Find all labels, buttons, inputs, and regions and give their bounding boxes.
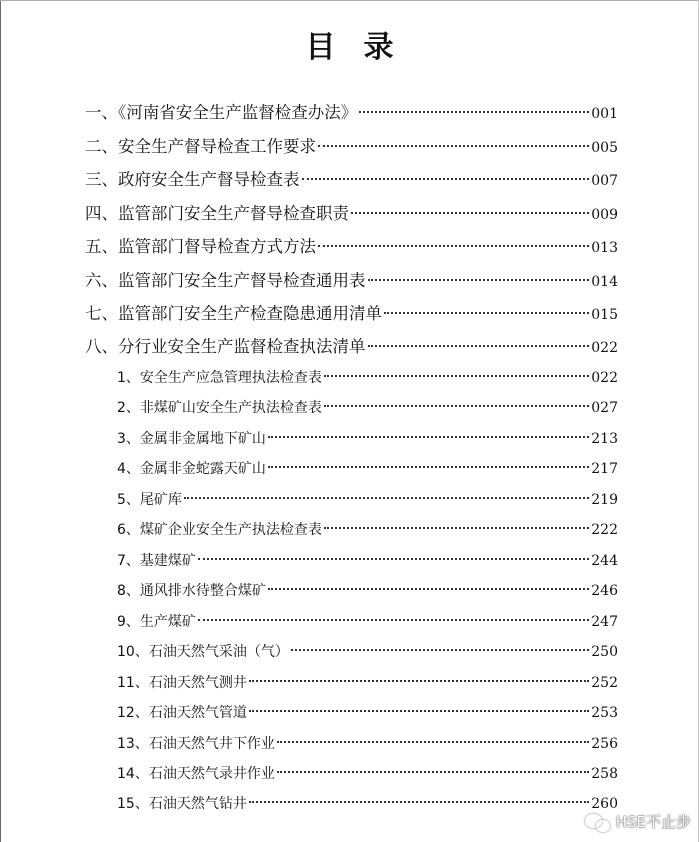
wechat-icon xyxy=(585,812,611,832)
title-char: 录 xyxy=(363,30,394,65)
dot-leader xyxy=(249,710,589,712)
toc-subentry[interactable] xyxy=(117,641,618,661)
toc-page-number: 258 xyxy=(591,766,618,782)
toc-subentry[interactable] xyxy=(117,793,618,813)
toc-entry[interactable] xyxy=(85,99,618,123)
toc-subentry-label: 14、石油天然气录井作业 xyxy=(117,766,275,782)
toc-page-number: 013 xyxy=(591,240,618,256)
toc-subentry[interactable] xyxy=(117,367,618,387)
watermark-text: HSE不止步 xyxy=(615,813,691,831)
toc-subentry[interactable] xyxy=(117,519,618,539)
dot-leader xyxy=(249,680,589,682)
toc-subentry[interactable] xyxy=(117,763,618,783)
toc-page-number: 014 xyxy=(591,274,618,290)
toc-subentry[interactable] xyxy=(117,550,618,570)
toc-entry-label: 七、监管部门安全生产检查隐患通用清单 xyxy=(85,304,382,323)
toc-page-number: 015 xyxy=(591,307,618,323)
dot-leader xyxy=(277,741,589,743)
toc-entry-label: 五、监管部门督导检查方式方法 xyxy=(85,237,316,256)
toc-subentry-label: 15、石油天然气钻井 xyxy=(117,796,247,812)
toc-subentry[interactable] xyxy=(117,611,618,631)
toc-page-number: 260 xyxy=(591,796,618,812)
dot-leader xyxy=(198,558,589,560)
toc-page-number: 213 xyxy=(591,431,618,447)
toc-subentry[interactable] xyxy=(117,702,618,722)
toc-subentry[interactable] xyxy=(117,733,618,753)
toc-entry[interactable] xyxy=(85,166,618,190)
toc-subentry[interactable] xyxy=(117,489,618,509)
toc-subentry-label: 4、金属非金蛇露天矿山 xyxy=(117,461,266,477)
toc-subentry-label: 3、金属非金属地下矿山 xyxy=(117,431,266,447)
toc-entry-label: 八、分行业安全生产监督检查执法清单 xyxy=(85,337,366,356)
dot-leader xyxy=(368,279,590,281)
dot-leader xyxy=(184,497,589,499)
toc-page-number: 005 xyxy=(591,140,618,156)
toc-page-number: 250 xyxy=(591,644,618,660)
toc-entry[interactable] xyxy=(85,300,618,324)
toc-entry[interactable] xyxy=(85,267,618,291)
dot-leader xyxy=(268,466,589,468)
dot-leader xyxy=(268,588,589,590)
toc-entry-label: 一、《河南省安全生产监督检查办法》 xyxy=(85,103,358,122)
toc-subentry-label: 10、石油天然气采油（气） xyxy=(117,644,289,660)
dot-leader xyxy=(324,527,589,529)
toc-entry[interactable] xyxy=(85,233,618,257)
toc-page-number: 007 xyxy=(591,173,618,189)
toc-subentry[interactable] xyxy=(117,580,618,600)
toc-page-number: 253 xyxy=(591,705,618,721)
dot-leader xyxy=(198,619,589,621)
dot-leader xyxy=(249,801,589,803)
toc-page-number: 022 xyxy=(591,340,618,356)
toc-page-number: 001 xyxy=(591,106,618,122)
dot-leader xyxy=(318,245,589,247)
toc-subentry[interactable] xyxy=(117,672,618,692)
title-char: 目 xyxy=(305,30,336,65)
dot-leader xyxy=(268,436,589,438)
dot-leader xyxy=(384,312,589,314)
toc-page-number: 217 xyxy=(591,461,618,477)
toc-subentry-label: 12、石油天然气管道 xyxy=(117,705,247,721)
toc-entry[interactable] xyxy=(85,133,618,157)
toc-subentry[interactable] xyxy=(117,397,618,417)
toc-entry-label: 二、安全生产督导检查工作要求 xyxy=(85,137,316,156)
dot-leader xyxy=(291,649,589,651)
dot-leader xyxy=(277,771,589,773)
toc-page-number: 222 xyxy=(591,522,618,538)
toc-subentry-label: 9、生产煤矿 xyxy=(117,614,196,630)
dot-leader xyxy=(318,145,589,147)
toc-subentry-label: 11、石油天然气测井 xyxy=(117,675,247,691)
watermark xyxy=(585,811,691,832)
dot-leader xyxy=(368,345,590,347)
toc-page-number: 246 xyxy=(591,583,618,599)
toc-entry-label: 三、政府安全生产督导检查表 xyxy=(85,170,300,189)
toc-subentry[interactable] xyxy=(117,428,618,448)
dot-leader xyxy=(351,212,589,214)
toc-page-number: 022 xyxy=(591,370,618,386)
toc-entry-label: 六、监管部门安全生产督导检查通用表 xyxy=(85,271,366,290)
toc-page-number: 219 xyxy=(591,492,618,508)
toc-entry[interactable] xyxy=(85,333,618,357)
dot-leader xyxy=(324,375,589,377)
toc-subentry-label: 8、通风排水待整合煤矿 xyxy=(117,583,266,599)
dot-leader xyxy=(359,111,589,113)
toc-entry[interactable] xyxy=(85,200,618,224)
toc-subentry-label: 7、基建煤矿 xyxy=(117,553,196,569)
toc-subentry-label: 6、煤矿企业安全生产执法检查表 xyxy=(117,522,322,538)
toc-subentry-label: 13、石油天然气井下作业 xyxy=(117,736,275,752)
toc-subentry-label: 1、安全生产应急管理执法检查表 xyxy=(117,370,322,386)
toc-page-number: 256 xyxy=(591,736,618,752)
toc-subentry[interactable] xyxy=(117,458,618,478)
toc-page-number: 009 xyxy=(591,207,618,223)
toc-entry-label: 四、监管部门安全生产督导检查职责 xyxy=(85,204,349,223)
toc-subentry-label: 2、非煤矿山安全生产执法检查表 xyxy=(117,400,322,416)
toc-page-number: 247 xyxy=(591,614,618,630)
dot-leader xyxy=(324,405,589,407)
toc-page-number: 027 xyxy=(591,400,618,416)
toc-page-number: 244 xyxy=(591,553,618,569)
toc-page-number: 252 xyxy=(591,675,618,691)
toc-subentry-label: 5、尾矿库 xyxy=(117,492,182,508)
dot-leader xyxy=(302,178,590,180)
